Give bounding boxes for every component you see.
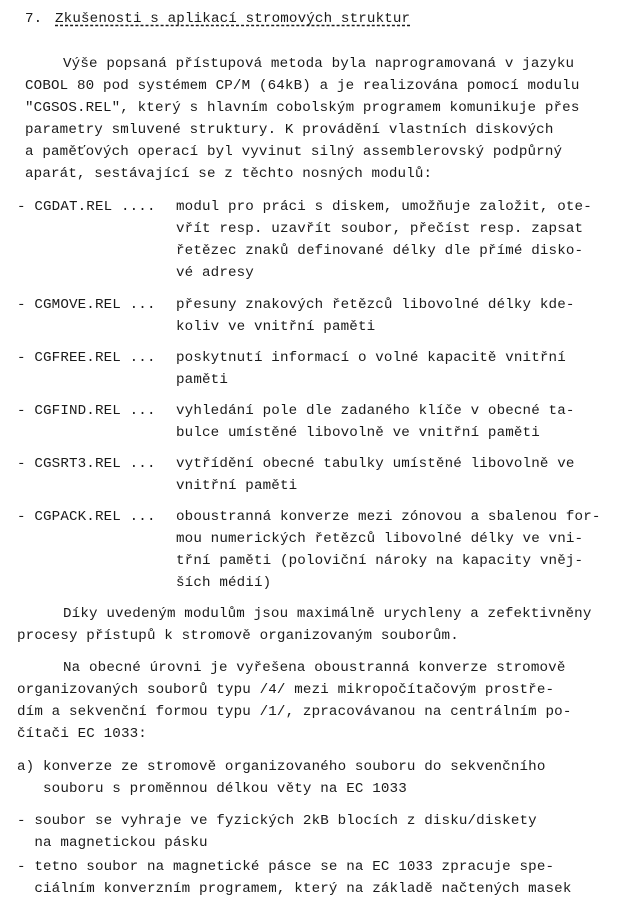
paragraph-line: organizovaných souborů typu /4/ mezi mikropočítačovým prostře- bbox=[17, 682, 555, 698]
list-item-line: souboru s proměnnou délkou věty na EC 1033 bbox=[17, 781, 407, 797]
intro-line: Výše popsaná přístupová metoda byla naprogramovaná v jazyku bbox=[63, 56, 575, 72]
module-desc-line: oboustranná konverze mezi zónovou a sbalenou for- bbox=[176, 509, 601, 525]
intro-line: aparát, sestávající se z těchto nosných modulů: bbox=[25, 166, 433, 182]
module-desc-line: vé adresy bbox=[176, 265, 254, 281]
module-label: - CGSRT3.REL ... bbox=[17, 456, 156, 472]
bullet-line: - soubor se vyhraje ve fyzických 2kB blocích z disku/diskety bbox=[17, 813, 537, 829]
module-desc-line: paměti bbox=[176, 372, 228, 388]
bullet-line: ciálním konverzním programem, který na základě načtených masek bbox=[17, 881, 572, 897]
paragraph-line: dím a sekvenční formou typu /1/, zpracovávanou na centrálním po- bbox=[17, 704, 572, 720]
section-number: 7. bbox=[25, 11, 43, 27]
module-desc-line: bulce umístěné libovolně ve vnitřní paměti bbox=[176, 425, 540, 441]
module-desc-line: koliv ve vnitřní paměti bbox=[176, 319, 376, 335]
paragraph-line: Na obecné úrovni je vyřešena oboustranná konverze stromově bbox=[63, 660, 566, 676]
list-item-line: a) konverze ze stromově organizovaného souboru do sekvenčního bbox=[17, 759, 546, 775]
intro-line: a paměťových operací byl vyvinut silný assemblerovský podpůrný bbox=[25, 144, 563, 160]
module-desc-line: řetězec znaků definované délky dle přímé disko- bbox=[176, 243, 584, 259]
module-desc-line: vřít resp. uzavřít soubor, přečíst resp. zapsat bbox=[176, 221, 584, 237]
module-desc-line: třní paměti (poloviční nároky na kapacity vněj- bbox=[176, 553, 584, 569]
module-desc-line: vnitřní paměti bbox=[176, 478, 298, 494]
module-label: - CGPACK.REL ... bbox=[17, 509, 156, 525]
paragraph-line: čítači EC 1033: bbox=[17, 726, 147, 742]
intro-line: COBOL 80 pod systémem CP/M (64kB) a je realizována pomocí modulu bbox=[25, 78, 580, 94]
module-label: - CGFREE.REL ... bbox=[17, 350, 156, 366]
module-label: - CGDAT.REL .... bbox=[17, 199, 156, 215]
bullet-line: na magnetickou pásku bbox=[17, 835, 208, 851]
paragraph-line: Díky uvedeným modulům jsou maximálně urychleny a zefektivněny bbox=[63, 606, 592, 622]
module-label: - CGMOVE.REL ... bbox=[17, 297, 156, 313]
module-desc-line: vyhledání pole dle zadaného klíče v obecné ta- bbox=[176, 403, 575, 419]
intro-line: parametry smluvené struktury. K provádění vlastních diskových bbox=[25, 122, 554, 138]
module-desc-line: mou numerických řetězců libovolné délky ve vni- bbox=[176, 531, 584, 547]
module-desc-line: poskytnutí informací o volné kapacitě vnitřní bbox=[176, 350, 566, 366]
section-title: Zkušenosti s aplikací stromových struktur bbox=[55, 11, 411, 27]
bullet-line: - tetno soubor na magnetické pásce se na EC 1033 zpracuje spe- bbox=[17, 859, 555, 875]
module-desc-line: přesuny znakových řetězců libovolné délky kde- bbox=[176, 297, 575, 313]
intro-line: "CGSOS.REL", který s hlavním cobolským programem komunikuje přes bbox=[25, 100, 580, 116]
module-desc-line: vytřídění obecné tabulky umístěné libovolně ve bbox=[176, 456, 575, 472]
paragraph-line: procesy přístupů k stromově organizovaným souborům. bbox=[17, 628, 459, 644]
module-desc-line: modul pro práci s diskem, umožňuje založit, ote- bbox=[176, 199, 592, 215]
module-desc-line: ších médií) bbox=[176, 575, 272, 591]
module-label: - CGFIND.REL ... bbox=[17, 403, 156, 419]
